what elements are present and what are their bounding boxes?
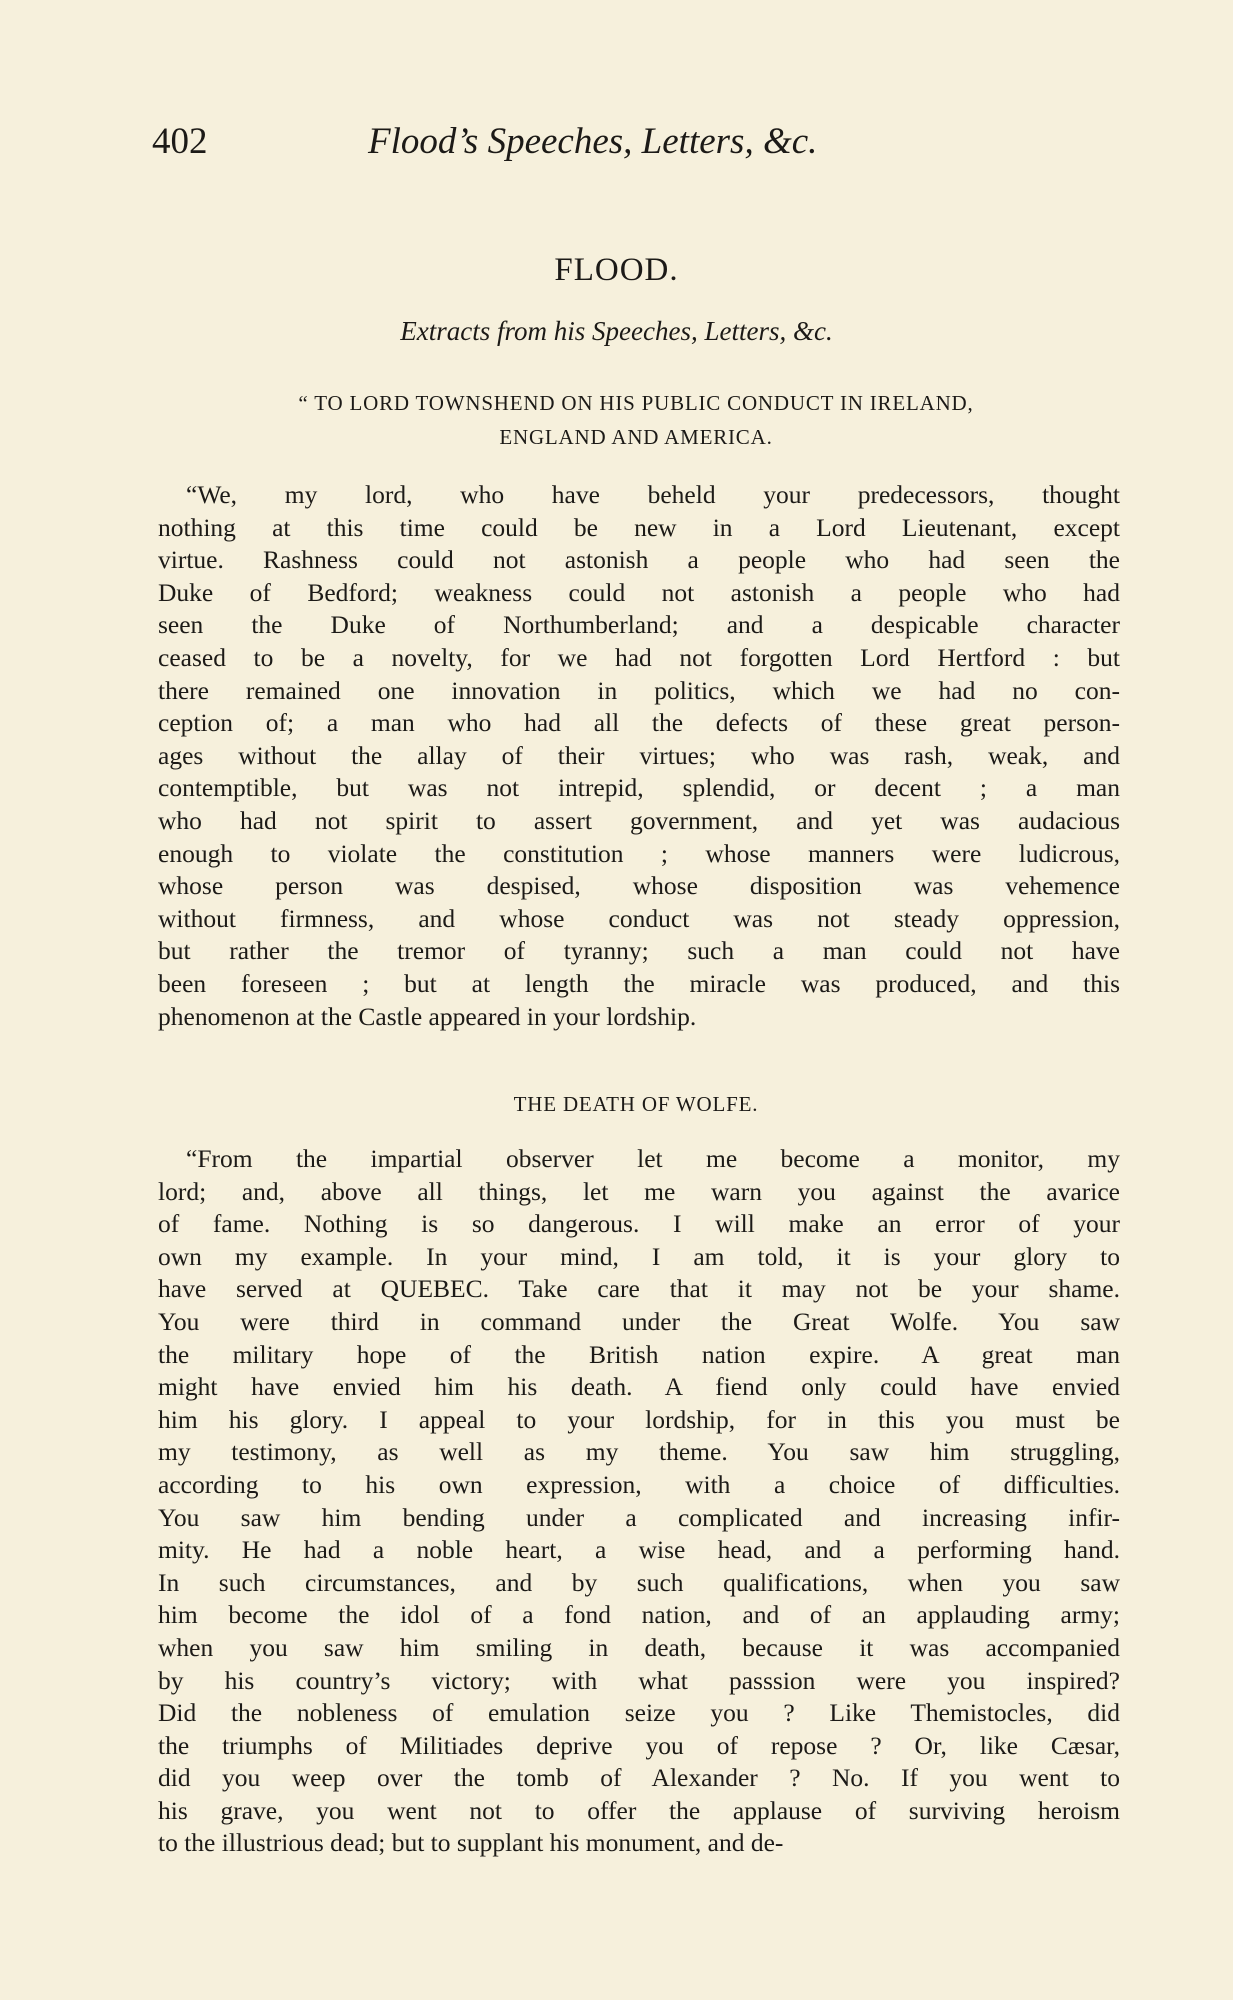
text-line: by his country’s victory; with what passsion were you inspired? <box>158 1665 1120 1695</box>
text-line: according to his own expression, with a choice of difficulties. <box>158 1469 1120 1499</box>
text-line: In such circumstances, and by such qualifications, when you saw <box>158 1567 1120 1597</box>
text-line: without firmness, and whose conduct was not steady oppression, <box>158 903 1120 933</box>
section-title: FLOOD. <box>554 252 679 288</box>
text-line: You were third in command under the Great Wolfe. You saw <box>158 1306 1120 1336</box>
text-line: his grave, you went not to offer the applause of surviving heroism <box>158 1795 1120 1825</box>
text-line: whose person was despised, whose disposition was vehemence <box>158 871 1120 901</box>
text-line: “We, my lord, who have beheld your predecessors, thought <box>186 480 1120 509</box>
text-line: own my example. In your mind, I am told, it is your glory to <box>158 1241 1120 1271</box>
text-line: when you saw him smiling in death, because it was accompanied <box>158 1632 1120 1662</box>
text-line: did you weep over the tomb of Alexander ? No. If you went to <box>158 1763 1120 1793</box>
article-heading-wolfe <box>152 1087 1120 1121</box>
text-line: enough to violate the constitution ; whose manners were ludicrous, <box>158 838 1120 868</box>
text-line: who had not spirit to assert government, and yet was audacious <box>158 805 1120 835</box>
text-line: “From the impartial observer let me become a monitor, my <box>186 1144 1120 1173</box>
running-title: Flood’s Speeches, Letters, &c. <box>368 121 818 162</box>
heading-line: “ TO LORD TOWNSHEND ON HIS PUBLIC CONDUCT IN IRELAND, <box>298 391 974 415</box>
text-line: virtue. Rashness could not astonish a people who had seen the <box>158 545 1120 575</box>
text-line: him become the idol of a fond nation, and of an applauding army; <box>158 1600 1120 1630</box>
text-line: of fame. Nothing is so dangerous. I will make an error of your <box>158 1209 1120 1239</box>
text-line: mity. He had a noble heart, a wise head, and a performing hand. <box>158 1535 1120 1565</box>
section-subtitle: Extracts from his Speeches, Letters, &c. <box>400 316 833 346</box>
heading-line: ENGLAND AND AMERICA. <box>499 425 773 449</box>
article-body-wolfe <box>158 1143 1120 1860</box>
text-line: nothing at this time could be new in a Lord Lieutenant, except <box>158 512 1120 542</box>
text-line: contemptible, but was not intrepid, splendid, or decent ; a man <box>158 773 1120 803</box>
page-number: 402 <box>152 121 208 162</box>
text-line: him his glory. I appeal to your lordship, for in this you must be <box>158 1404 1120 1434</box>
text-line: there remained one innovation in politics, which we had no con- <box>158 675 1120 705</box>
text-line: seen the Duke of Northumberland; and a despicable character <box>158 610 1120 640</box>
article-body-townshend <box>158 479 1120 1033</box>
text-line: might have envied him his death. A fiend only could have envied <box>158 1372 1120 1402</box>
text-line: lord; and, above all things, let me warn you against the avarice <box>158 1176 1120 1206</box>
text-line: ceased to be a novelty, for we had not forgotten Lord Hertford : but <box>158 642 1120 672</box>
article-heading-townshend <box>152 386 1120 454</box>
text-line: been foreseen ; but at length the miracle was produced, and this <box>158 968 1120 998</box>
text-line: ages without the allay of their virtues; who was rash, weak, and <box>158 740 1120 770</box>
text-line: my testimony, as well as my theme. You saw him struggling, <box>158 1437 1120 1467</box>
text-line: phenomenon at the Castle appeared in your lordship. <box>158 1001 697 1031</box>
text-line: You saw him bending under a complicated and increasing infir- <box>158 1502 1120 1532</box>
running-head <box>152 120 1112 180</box>
text-line: ception of; a man who had all the defects of these great person- <box>158 708 1120 738</box>
heading-line: THE DEATH OF WOLFE. <box>513 1092 759 1116</box>
text-line: the military hope of the British nation expire. A great man <box>158 1339 1120 1369</box>
text-line: Duke of Bedford; weakness could not astonish a people who had <box>158 577 1120 607</box>
text-line: Did the nobleness of emulation seize you ? Like Themistocles, did <box>158 1698 1120 1728</box>
text-line: to the illustrious dead; but to supplant his monument, and de- <box>158 1828 784 1858</box>
text-line: the triumphs of Militiades deprive you of repose ? Or, like Cæsar, <box>158 1730 1120 1760</box>
text-line: have served at QUEBEC. Take care that it may not be your shame. <box>158 1274 1120 1304</box>
text-line: but rather the tremor of tyranny; such a man could not have <box>158 936 1120 966</box>
